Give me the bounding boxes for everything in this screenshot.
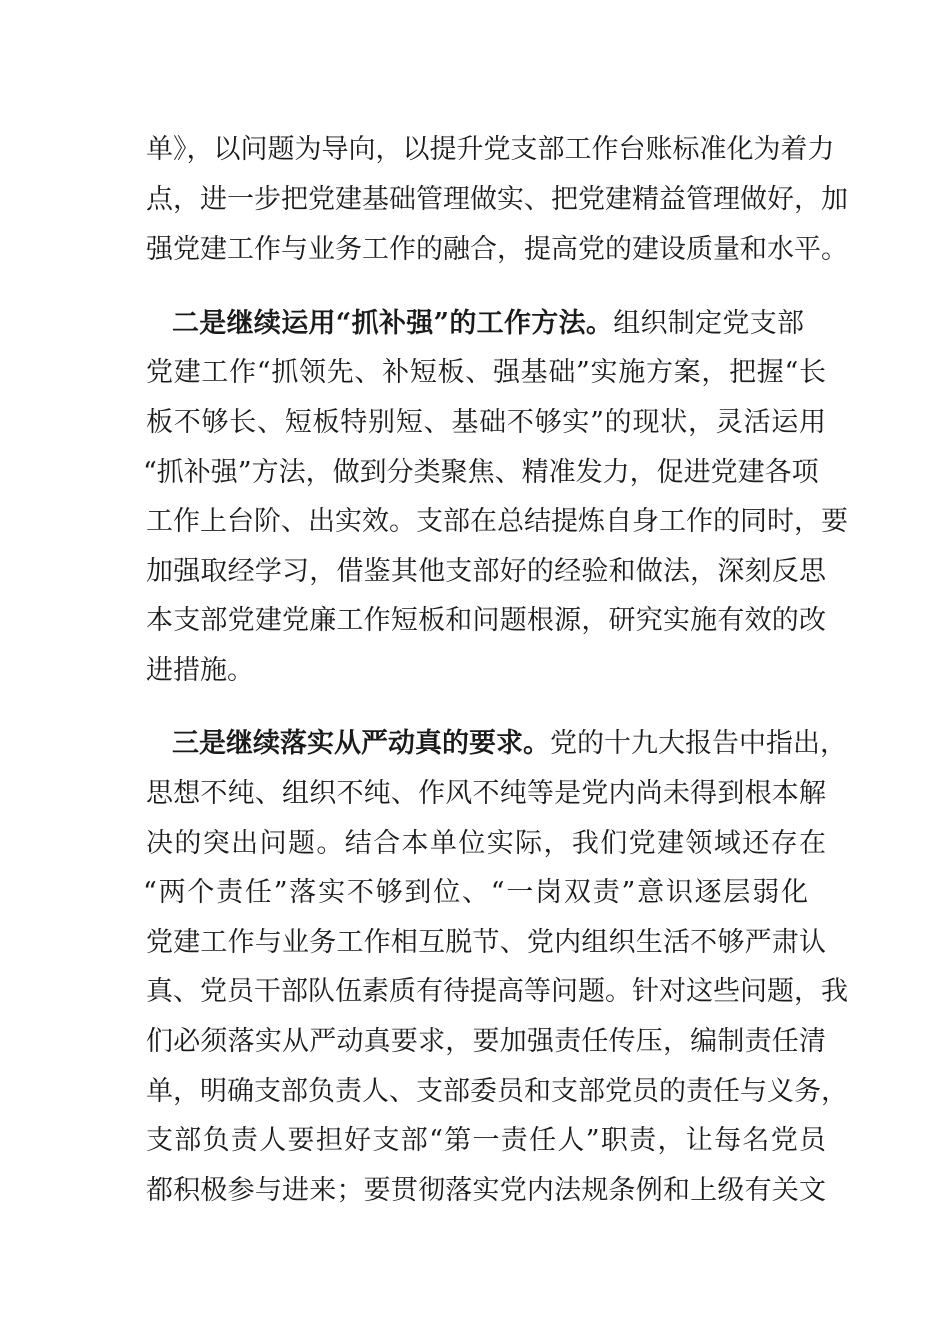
p3-line-1-rest: 党的十九大报告中指出， [550,728,847,759]
p3-line-10: 都积极参与进来；要贯彻落实党内法规条例和上级有关文 [146,1175,826,1206]
p3-line-6: 真、党员干部队伍素质有待提高等问题。针对这些问题，我 [146,976,848,1007]
p2-line-2: 党建工作“抓领先、补短板、强基础”实施方案，把握“长 [146,357,826,388]
p2-line-1 [172,305,804,343]
p2-line-6: 加强取经学习，借鉴其他支部好的经验和做法，深刻反思 [146,556,826,587]
p3-line-1 [172,725,847,763]
p2-line-5: 工作上台阶、出实效。支部在总结提炼自身工作的同时，要 [146,506,848,537]
p3-line-2: 思想不纯、组织不纯、作风不纯等是党内尚未得到根本解 [146,778,826,809]
p3-heading: 三是继续落实从严动真的要求。 [172,728,550,759]
p3-line-5: 党建工作与业务工作相互脱节、党内组织生活不够严肃认 [146,927,826,958]
p2-line-7: 本支部党建党廉工作短板和问题根源，研究实施有效的改 [146,605,826,636]
p1-line-1: 单》，以问题为导向，以提升党支部工作台账标准化为着力 [146,134,835,165]
p3-line-8: 单，明确支部负责人、支部委员和支部党员的责任与义务， [146,1076,848,1107]
p3-line-3: 决的突出问题。结合本单位实际，我们党建领域还存在 [146,828,826,859]
p3-line-7: 们必须落实从严动真要求，要加强责任传压，编制责任清 [146,1026,826,1057]
p2-line-8: 进措施。 [146,655,254,686]
p3-line-9: 支部负责人要担好支部“第一责任人”职责，让每名党员 [146,1125,826,1156]
p2-heading: 二是继续运用“抓补强”的工作方法。 [172,308,614,339]
p2-line-1-rest: 组织制定党支部 [613,308,804,339]
p2-line-3: 板不够长、短板特别短、基础不够实”的现状，灵活运用 [146,407,826,438]
p1-line-3: 强党建工作与业务工作的融合，提高党的建设质量和水平。 [146,234,848,265]
p3-line-4: “两个责任”落实不够到位、“一岗双责”意识逐层弱化 [143,877,808,908]
p1-line-2: 点，进一步把党建基础管理做实、把党建精益管理做好，加 [146,184,848,215]
p2-line-4: “抓补强”方法，做到分类聚焦、精准发力，促进党建各项 [143,457,819,488]
